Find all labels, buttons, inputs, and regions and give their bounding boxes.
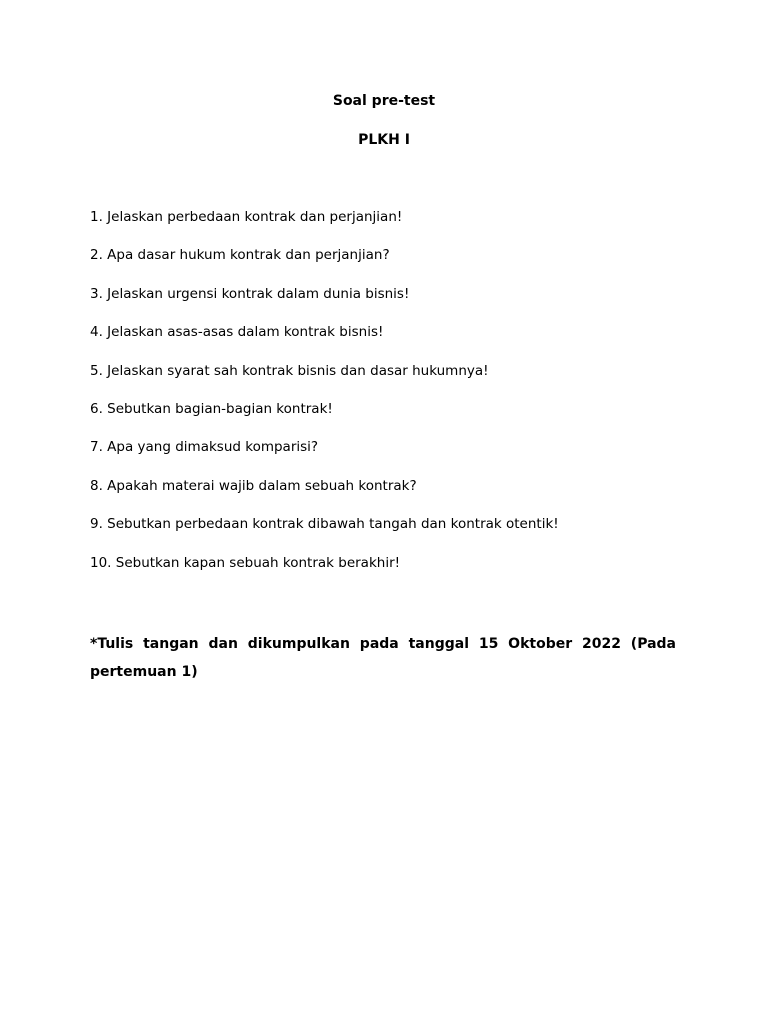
question-item: 5. Jelaskan syarat sah kontrak bisnis dan dasar hukumnya! [90,362,489,379]
question-item: 10. Sebutkan kapan sebuah kontrak berakhir! [90,554,401,571]
question-item: 2. Apa dasar hukum kontrak dan perjanjian? [90,247,390,264]
question-item: 7. Apa yang dimaksud komparisi? [90,439,319,456]
document-title: Soal pre-test [332,93,436,109]
question-list [90,208,690,592]
question-item: 9. Sebutkan perbedaan kontrak dibawah tangah dan kontrak otentik! [90,516,559,533]
question-item: 3. Jelaskan urgensi kontrak dalam dunia bisnis! [90,285,410,302]
question-item: 6. Sebutkan bagian-bagian kontrak! [90,400,333,417]
question-item: 4. Jelaskan asas-asas dalam kontrak bisnis! [90,324,384,341]
document-subtitle: PLKH I [358,132,410,148]
submission-note: *Tulis tangan dan dikumpulkan pada tanggal 15 Oktober 2022 (Pada pertemuan 1) [90,636,676,680]
question-item: 8. Apakah materai wajib dalam sebuah kontrak? [90,477,417,494]
question-item: 1. Jelaskan perbedaan kontrak dan perjanjian! [90,209,403,225]
